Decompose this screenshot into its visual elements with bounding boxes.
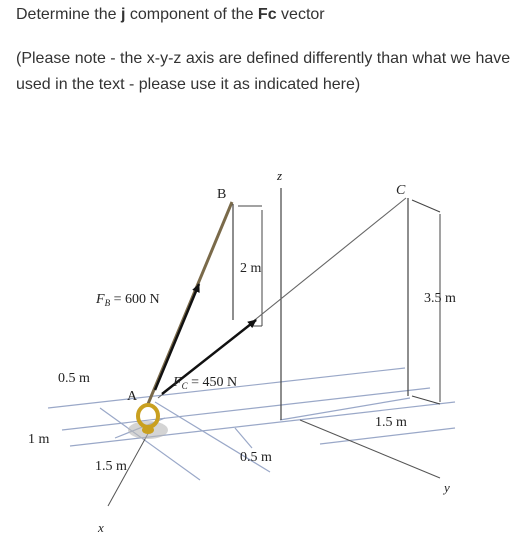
label-point-c: C bbox=[396, 183, 406, 198]
question-note: (Please note - the x-y-z axis are defined differently than what we have used in the text - please use it as indicated here) bbox=[16, 50, 511, 93]
title-text-end: vector bbox=[276, 6, 325, 23]
y-axis-line bbox=[300, 420, 440, 478]
label-axis-x: x bbox=[98, 520, 104, 534]
label-dim-15m-left: 1.5 m bbox=[95, 459, 127, 474]
title-text-start: Determine the bbox=[16, 6, 121, 23]
fb-value: = 600 N bbox=[110, 292, 160, 307]
label-dim-2m: 2 m bbox=[240, 261, 262, 276]
title-j: j bbox=[120, 6, 126, 23]
fc-value: = 450 N bbox=[187, 375, 238, 390]
question-title bbox=[16, 6, 325, 24]
label-dim-05m-left: 0.5 m bbox=[58, 371, 90, 386]
fb-symbol: F bbox=[96, 292, 105, 307]
label-force-fb bbox=[95, 292, 160, 308]
label-dim-05m-bottom: 0.5 m bbox=[240, 450, 272, 465]
title-fc: Fc bbox=[257, 6, 277, 23]
fc-symbol: F bbox=[173, 375, 182, 390]
fb-subscript: B bbox=[104, 298, 111, 308]
label-dim-35m: 3.5 m bbox=[424, 291, 456, 306]
fc-subscript: C bbox=[181, 381, 188, 391]
label-axis-z: z bbox=[277, 168, 283, 183]
label-axis-y: y bbox=[444, 480, 450, 495]
label-dim-1m: 1 m bbox=[28, 432, 50, 447]
label-point-b: B bbox=[217, 187, 227, 202]
label-dim-15m-right: 1.5 m bbox=[375, 415, 407, 430]
force-vector-figure bbox=[0, 150, 522, 534]
title-text-middle: component of the bbox=[125, 6, 258, 23]
label-point-a: A bbox=[127, 389, 138, 404]
